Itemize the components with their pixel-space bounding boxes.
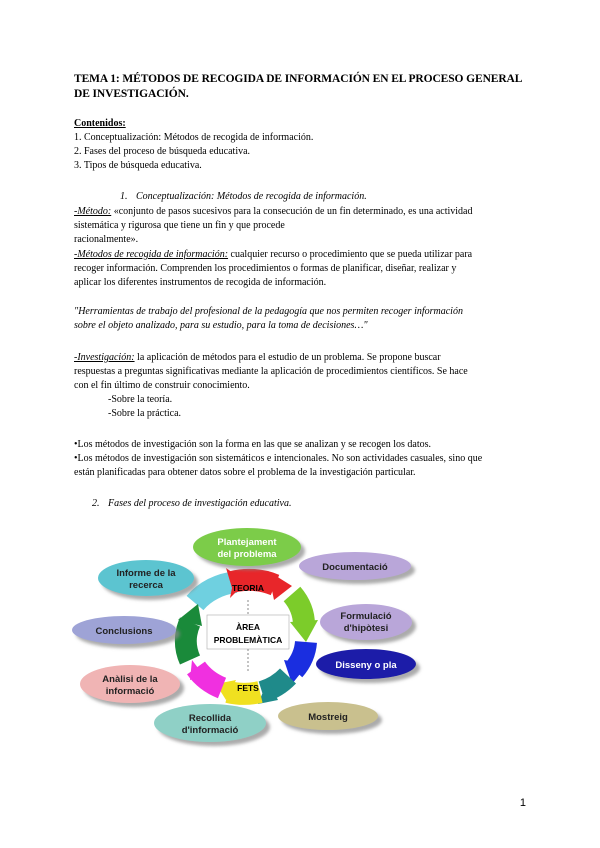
node-disseny-label: Disseny o pla — [335, 660, 397, 671]
node-informe-line1: Informe de la — [116, 568, 176, 579]
quote-text: "Herramientas de trabajo del profesional de la pedagogía que nos permiten recoger información — [74, 306, 463, 317]
center-label-2: PROBLEMÀTICA — [213, 635, 283, 645]
node-plantejament-line2: del problema — [217, 549, 277, 560]
bullet-item: •Los métodos de investigación son la forma en las que se analizan y se recogen los datos. — [74, 439, 432, 450]
teoria-label: TEORIA — [231, 583, 265, 593]
node-analisi-line1: Anàlisi de la — [102, 674, 158, 685]
cycle-arrow-cyan — [195, 582, 236, 603]
metodo-term: -Método: — [74, 206, 112, 217]
contents-item: 1. Conceptualización: Métodos de recogida de información. — [74, 132, 314, 143]
node-plantejament-line1: Plantejament — [217, 537, 277, 548]
page-title: TEMA 1: MÉTODOS DE RECOGIDA DE INFORMACIÓN EN EL PROCESO GENERAL DE INVESTIGACIÓN. — [74, 73, 522, 100]
investigacion-text: respuestas a preguntas significativas mediante la aplicación de procedimientos científicos. Se hace — [74, 366, 468, 377]
section-2-title: Fases del proceso de investigación educativa. — [108, 498, 292, 509]
cycle-arrow-darkgreen — [186, 622, 190, 660]
node-conclusions-label: Conclusions — [95, 626, 153, 637]
contents-item: 3. Tipos de búsqueda educativa. — [74, 160, 202, 171]
node-formulacio-line1: Formulació — [340, 611, 392, 622]
section-2-number: 2. — [92, 498, 100, 509]
recogida-term: -Métodos de recogida de información: — [74, 249, 229, 260]
metodo-text: racionalmente». — [74, 234, 139, 245]
metodo-text: «conjunto de pasos sucesivos para la consecución de un fin determinado, es una actividad — [111, 206, 473, 217]
investigacion-text: la aplicación de métodos para el estudio de un problema. Se propone buscar — [134, 352, 441, 363]
recogida-text: aplicar los diferentes instrumentos de recogida de información. — [74, 277, 327, 288]
section-1-number: 1. — [120, 191, 128, 202]
contents-label: Contenidos: — [74, 118, 126, 129]
node-formulacio-line2: d'hipòtesi — [343, 623, 389, 634]
node-recollida-line2: d'informació — [181, 725, 239, 736]
page-number: 1 — [519, 797, 526, 809]
recogida-text: recoger información. Comprenden los procedimientos o formas de planificar, diseñar, realizar y — [74, 263, 457, 274]
metodo-text: sistemática y rigurosa que tiene un fin y que procede — [74, 220, 285, 231]
quote-text: sobre el objeto analizado, para su estudio, para la toma de decisiones…" — [74, 320, 368, 331]
node-formulacio — [320, 604, 412, 640]
node-mostreig-label: Mostreig — [308, 712, 348, 723]
bullet-item: •Los métodos de investigación son sistemáticos e intencionales. No son actividades casuales, sino que — [74, 453, 483, 464]
investigacion-term: -Investigación: — [74, 352, 135, 363]
node-recollida-line1: Recollida — [188, 713, 232, 724]
section-1-title: Conceptualización: Métodos de recogida de información. — [136, 191, 367, 202]
center-label-1: ÀREA — [235, 622, 261, 632]
recogida-text: cualquier recurso o procedimiento que se pueda utilizar para — [228, 249, 473, 260]
sub-item: -Sobre la práctica. — [108, 408, 182, 419]
contents-item: 2. Fases del proceso de búsqueda educativa. — [74, 146, 251, 157]
node-documentacio-label: Documentació — [322, 562, 388, 573]
bullet-item: están planificadas para obtener datos sobre el problema de la investigación particular. — [74, 467, 416, 478]
investigacion-text: con el fin último de construir conocimiento. — [74, 380, 250, 391]
fets-label: FETS — [237, 683, 259, 693]
node-analisi-line2: informació — [105, 686, 155, 697]
cycle-arrow-green — [292, 594, 304, 625]
sub-item: -Sobre la teoría. — [108, 394, 173, 405]
node-informe-line2: recerca — [129, 580, 163, 591]
